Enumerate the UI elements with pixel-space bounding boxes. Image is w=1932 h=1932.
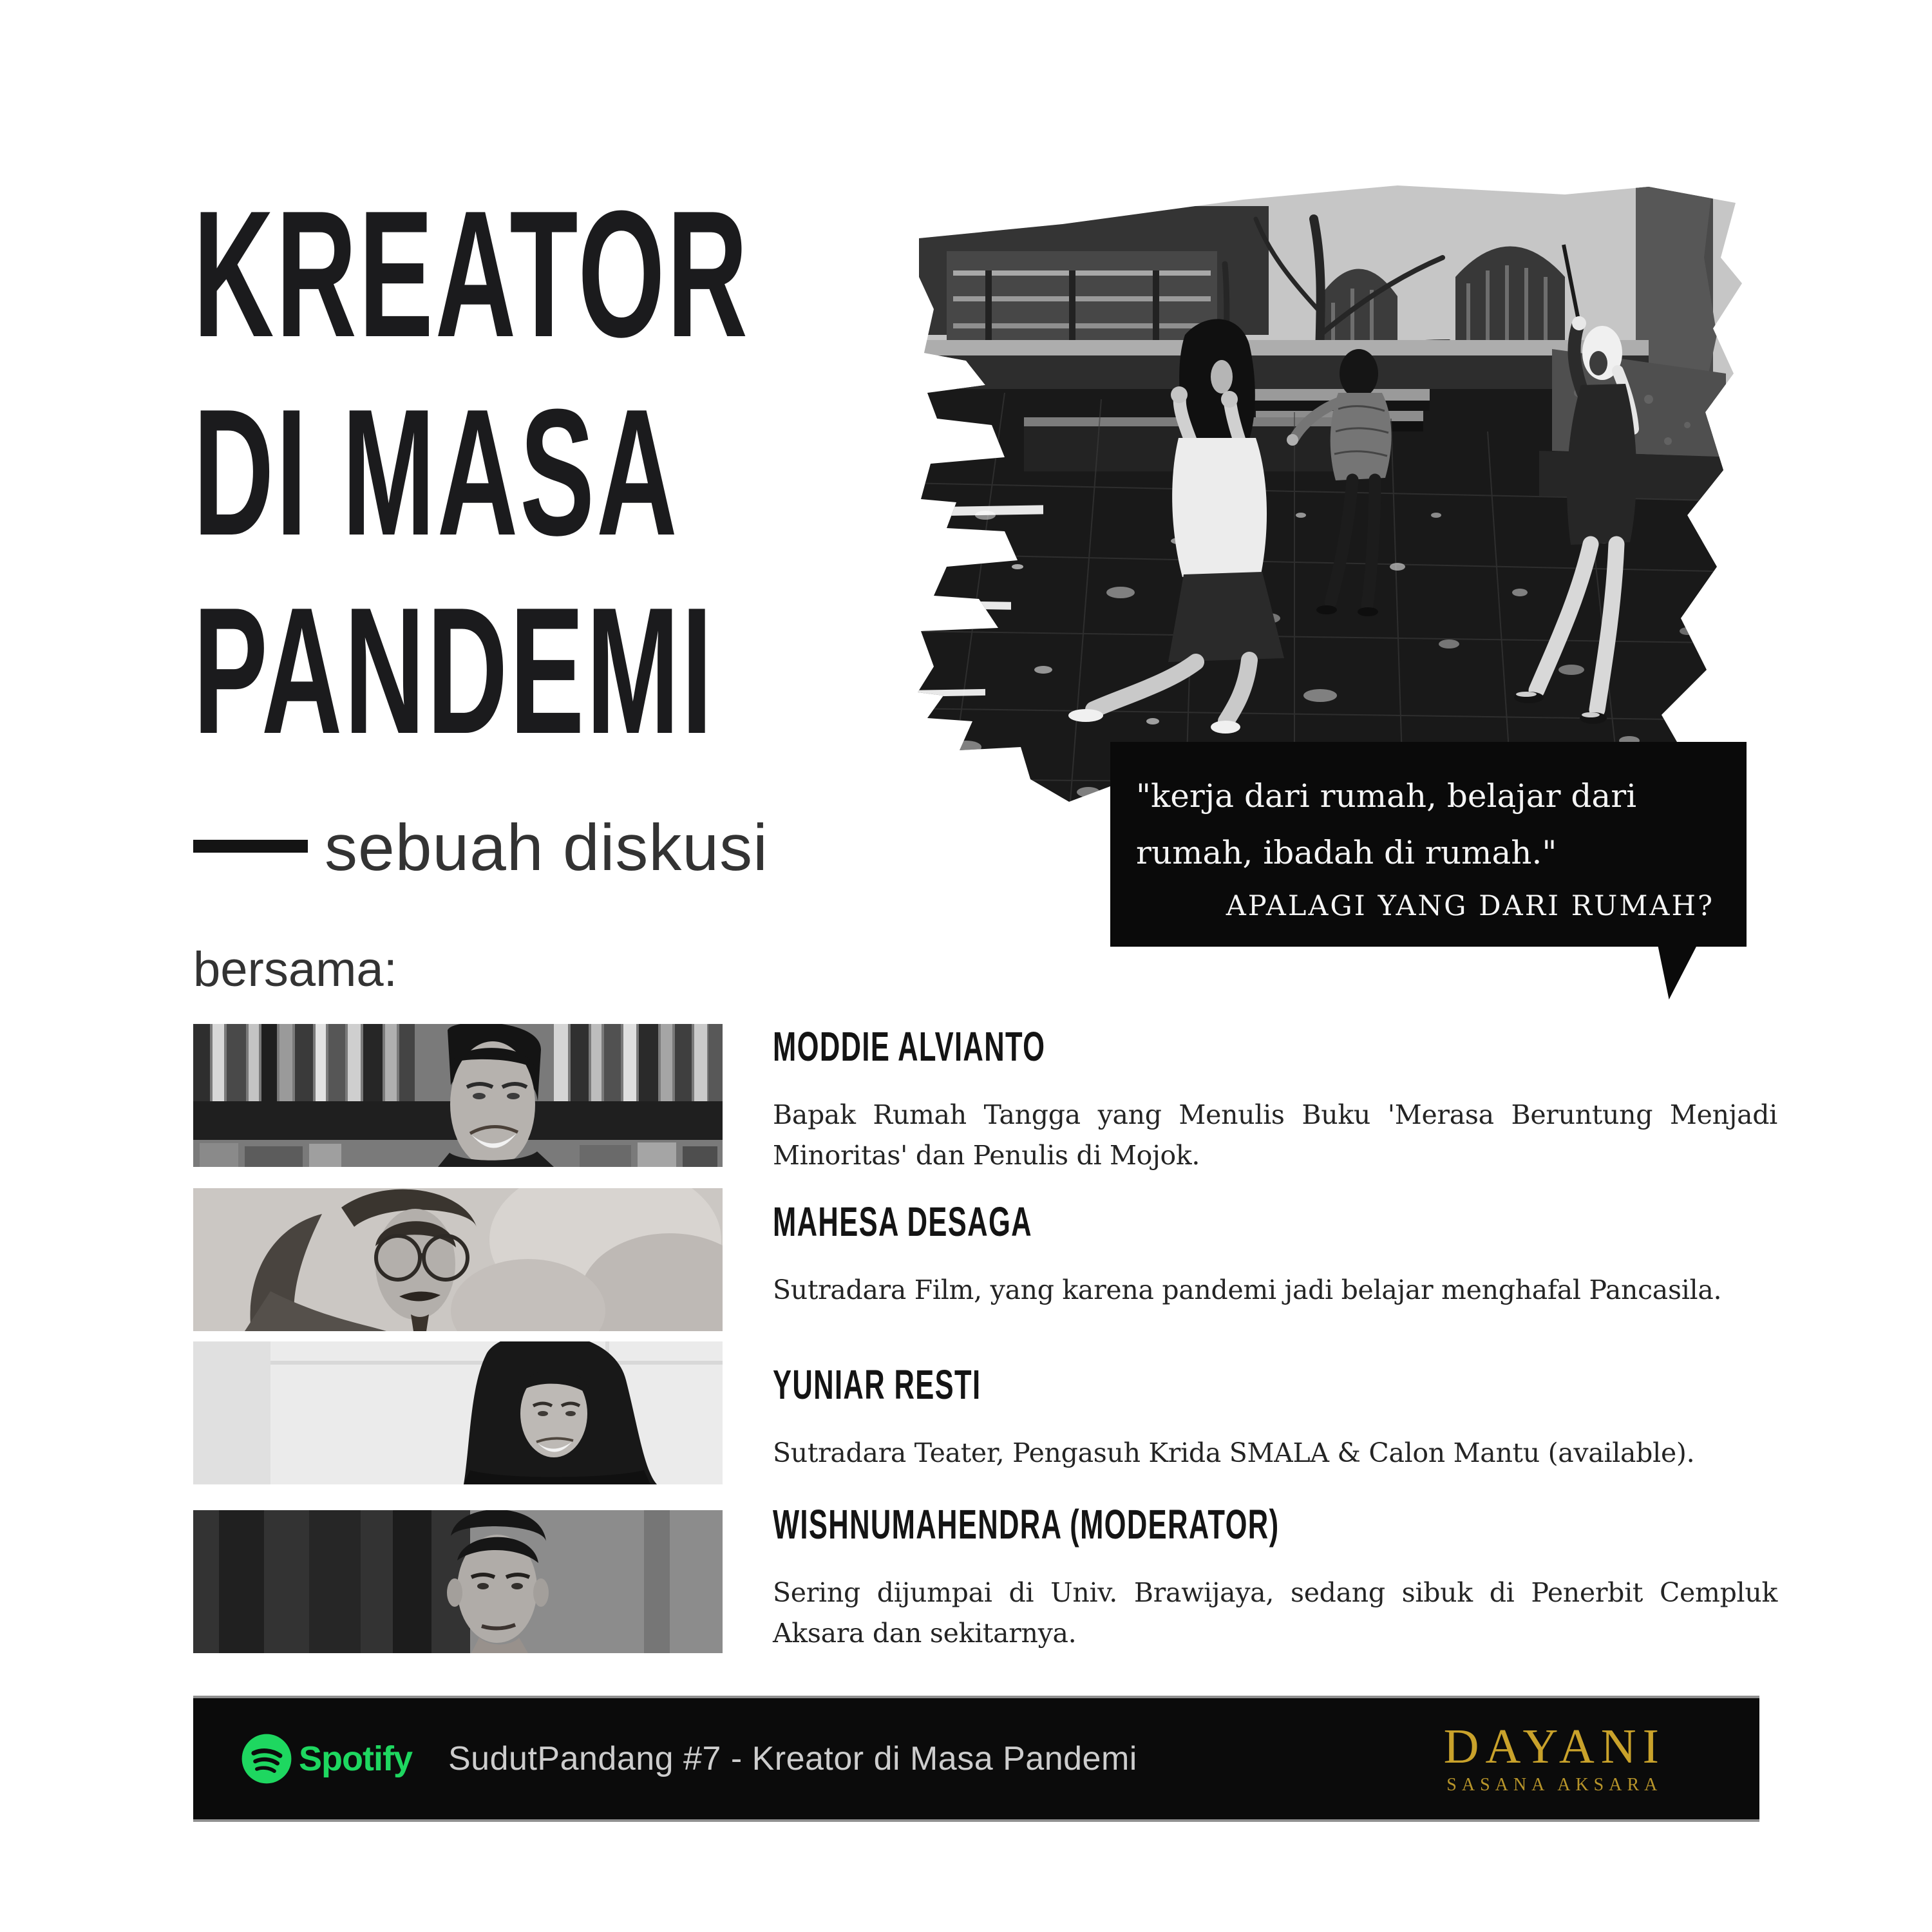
quote-line-2: rumah, ibadah di rumah." (1136, 834, 1557, 871)
speaker-name-yuniar: YUNIAR RESTI (773, 1361, 981, 1408)
title-line-3: PANDEMI (193, 571, 715, 772)
speaker-bio-wishnu: Sering dijumpai di Univ. Brawijaya, sedang sibuk di Penerbit Cempluk Aksara dan sekitarnya. (773, 1577, 1777, 1649)
event-photo (908, 180, 1803, 818)
title-line-1: KREATOR (193, 174, 750, 375)
photo-scene (908, 180, 1803, 818)
speaker-photo-wishnu (193, 1510, 723, 1653)
speaker-name-mahesa: MAHESA DESAGA (773, 1198, 1032, 1245)
speaker-bio-yuniar: Sutradara Teater, Pengasuh Krida SMALA & Calon Mantu (available). (773, 1437, 1695, 1468)
subtitle-dash (193, 840, 308, 853)
speaker-bio-moddie: Bapak Rumah Tangga yang Menulis Buku 'Merasa Beruntung Menjadi Minoritas' dan Penulis di Mojok. (773, 1099, 1777, 1171)
speaker-bio-mahesa: Sutradara Film, yang karena pandemi jadi belajar menghafal Pancasila. (773, 1274, 1722, 1305)
dayani-logo (1443, 1719, 1665, 1795)
speaker-block-yuniar (773, 1362, 1777, 1473)
spotify-wordmark: Spotify (299, 1739, 412, 1778)
subtitle-text: sebuah diskusi (325, 811, 768, 884)
dayani-wordmark: DAYANI (1443, 1719, 1665, 1774)
speaker-name-moddie: MODDIE ALVIANTO (773, 1023, 1046, 1070)
podcast-episode-title: SudutPandang #7 - Kreator di Masa Pandemi (448, 1740, 1137, 1777)
quote-bubble (1110, 742, 1747, 947)
spotify-brand (241, 1733, 412, 1785)
subtitle-row (193, 810, 768, 886)
speech-bubble-tail (1650, 944, 1698, 999)
speaker-photo-yuniar (193, 1341, 723, 1484)
speaker-block-moddie (773, 1024, 1777, 1176)
speaker-block-wishnu (773, 1502, 1777, 1654)
title-line-2: DI MASA (193, 372, 679, 573)
quote-line-1: "kerja dari rumah, belajar dari (1136, 777, 1637, 815)
dayani-subtitle: SASANA AKSARA (1446, 1775, 1663, 1795)
speaker-photo-moddie (193, 1024, 723, 1167)
bersama-label: bersama: (193, 942, 397, 997)
spotify-logo-icon (241, 1733, 292, 1785)
footer-bar (193, 1696, 1759, 1822)
quote-question-line: APALAGI YANG DARI RUMAH? (1226, 890, 1714, 922)
speaker-block-mahesa (773, 1199, 1777, 1311)
speaker-photo-mahesa (193, 1188, 723, 1331)
speaker-name-wishnu: WISHNUMAHENDRA (MODERATOR) (773, 1501, 1280, 1548)
